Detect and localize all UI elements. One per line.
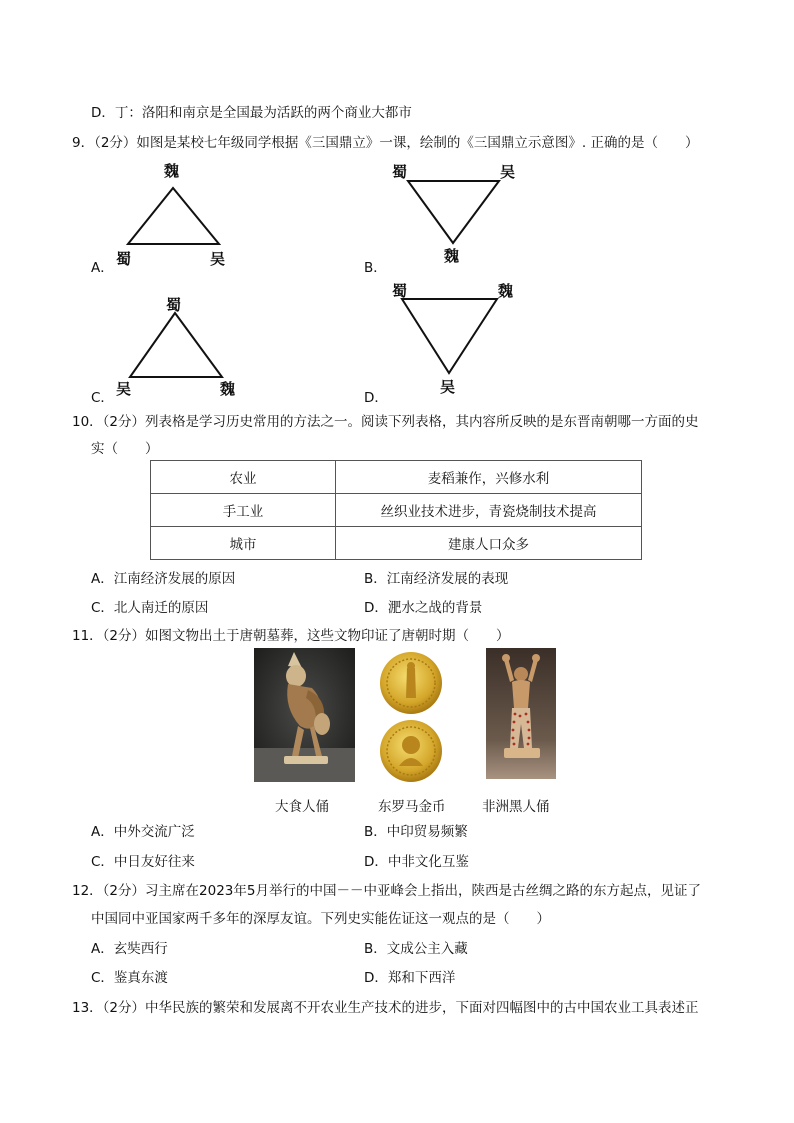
q11-option-b: B．中印贸易频繁 <box>364 824 468 840</box>
q10-option-b: B．江南经济发展的表现 <box>364 571 509 587</box>
triangle-c-right-label: 魏 <box>220 380 236 398</box>
table-row <box>151 461 642 494</box>
table-key: 农业 <box>151 461 336 494</box>
triangle-d-right-label: 魏 <box>498 282 514 300</box>
q11-option-a: A．中外交流广泛 <box>91 824 195 840</box>
q13-stem-line1: 13．（2分）中华民族的繁荣和发展离不开农业生产技术的进步，下面对四幅图中的古中国农业工具表述正 <box>72 1000 699 1016</box>
african-figurine-photo <box>486 648 556 779</box>
q11-stem: 11．（2分）如图文物出土于唐朝墓葬，这些文物印证了唐朝时期（ ） <box>72 628 510 644</box>
arab-figurine-photo <box>254 648 355 782</box>
q12-option-c: C．鉴真东渡 <box>91 970 168 986</box>
q10-option-a: A．江南经济发展的原因 <box>91 571 236 587</box>
q12-stem-line1: 12．（2分）习主席在2023年5月举行的中国－－中亚峰会上指出，陕西是古丝绸之路的东方起点，见证了 <box>72 883 701 899</box>
q10-stem-line2: 实（ ） <box>91 441 159 457</box>
q11-option-d: D．中非文化互鉴 <box>364 854 469 870</box>
table-row <box>151 527 642 560</box>
table-value: 麦稻兼作，兴修水利 <box>336 461 642 494</box>
q9-option-c-label: C． <box>91 390 114 406</box>
q9-option-b-label: B． <box>364 260 387 276</box>
caption-arab-figurine: 大食人俑 <box>275 799 329 815</box>
table-value: 建康人口众多 <box>336 527 642 560</box>
table-key: 城市 <box>151 527 336 560</box>
q12-option-b: B．文成公主入藏 <box>364 941 468 957</box>
q12-option-d: D．郑和下西洋 <box>364 970 456 986</box>
q10-option-c: C．北人南迁的原因 <box>91 600 209 616</box>
q12-option-a: A．玄奘西行 <box>91 941 168 957</box>
table-key: 手工业 <box>151 494 336 527</box>
q10-option-d: D．淝水之战的背景 <box>364 600 483 616</box>
triangle-a-right-label: 吴 <box>210 250 226 268</box>
triangle-b-bottom-label: 魏 <box>444 247 460 265</box>
q8-option-d: D．丁：洛阳和南京是全国最为活跃的两个商业大都市 <box>91 105 412 121</box>
triangle-d-bottom-label: 吴 <box>440 378 456 396</box>
table-row <box>151 494 642 527</box>
q9-option-d-label: D． <box>364 390 388 406</box>
triangle-a-left-label: 蜀 <box>116 250 132 268</box>
table-value: 丝织业技术进步，青瓷烧制技术提高 <box>336 494 642 527</box>
triangle-c-top-label: 蜀 <box>166 296 182 314</box>
q10-stem-line1: 10．（2分）列表格是学习历史常用的方法之一。阅读下列表格，其内容所反映的是东晋南朝哪一方面的史 <box>72 414 699 430</box>
caption-byzantine-coin: 东罗马金币 <box>378 799 446 815</box>
triangle-b-left-label: 蜀 <box>392 163 408 181</box>
q9-stem: 9．（2分）如图是某校七年级同学根据《三国鼎立》一课，绘制的《三国鼎立示意图》. 正确的是（ ） <box>72 135 699 151</box>
caption-african-figurine: 非洲黑人俑 <box>482 799 550 815</box>
byzantine-gold-coin-photo <box>371 650 450 785</box>
q10-table <box>150 460 642 560</box>
q11-option-c: C．中日友好往来 <box>91 854 195 870</box>
triangle-c-left-label: 吴 <box>116 380 132 398</box>
triangle-b-right-label: 吴 <box>500 163 516 181</box>
q9-option-a-label: A． <box>91 260 114 276</box>
triangle-d-left-label: 蜀 <box>392 282 408 300</box>
triangle-a-top-label: 魏 <box>164 162 180 180</box>
q12-stem-line2: 中国同中亚国家两千多年的深厚友谊。下列史实能佐证这一观点的是（ ） <box>91 911 550 927</box>
